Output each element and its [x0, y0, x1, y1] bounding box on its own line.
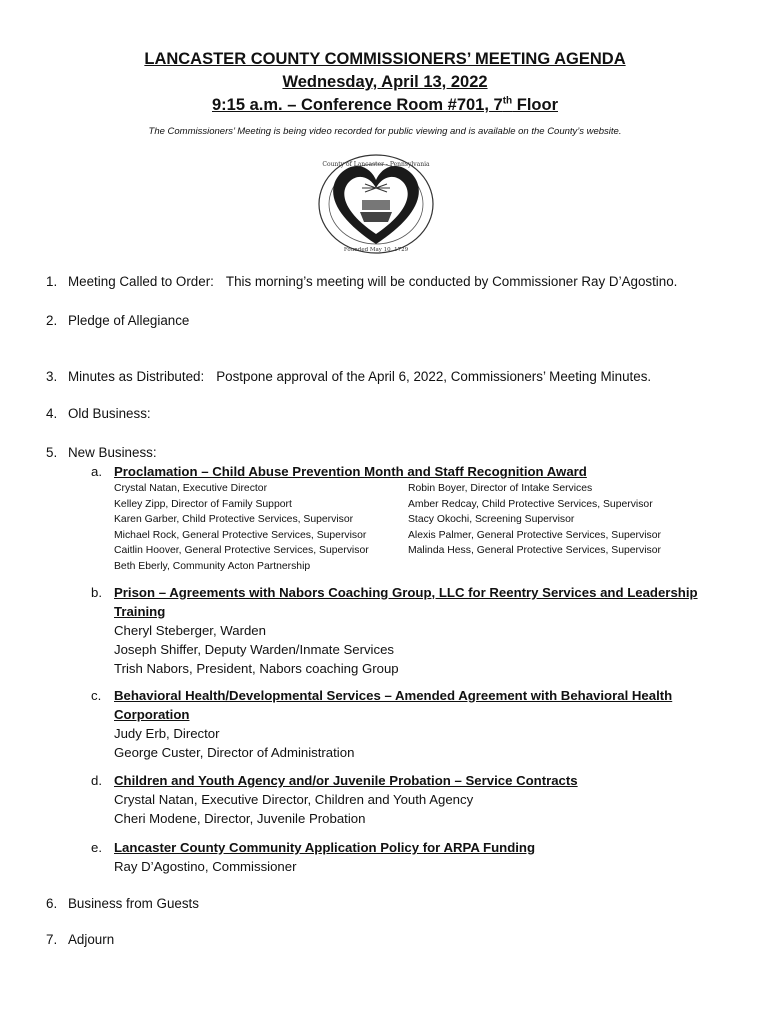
- presenter: Trish Nabors, President, Nabors coaching Group: [114, 661, 399, 676]
- presenter: Cheri Modene, Director, Juvenile Probation: [114, 811, 366, 826]
- agenda-header: [0, 48, 770, 139]
- county-seal-icon: [316, 152, 436, 257]
- attendee: Amber Redcay, Child Protective Services, Supervisor: [408, 498, 653, 510]
- subitem-title-cont: Training: [114, 604, 166, 619]
- item-label: Old Business:: [68, 406, 151, 421]
- item-label: Business from Guests: [68, 896, 199, 911]
- meeting-time-location: 9:15 a.m. – Conference Room #701, 7th Floor: [212, 95, 558, 114]
- attendee: Robin Boyer, Director of Intake Services: [408, 483, 593, 494]
- attendee-col-left: [114, 481, 408, 575]
- attendee-grid: [114, 481, 701, 575]
- presenter: Judy Erb, Director: [114, 726, 220, 741]
- presenter: George Custer, Director of Administration: [114, 745, 355, 760]
- agenda-item-4: 4. Old Business:: [46, 406, 151, 421]
- presenter: Joseph Shiffer, Deputy Warden/Inmate Services: [114, 642, 395, 657]
- item-label: Meeting Called to Order:: [68, 274, 214, 289]
- subitem-title: Lancaster County Community Application Policy for ARPA Funding: [114, 840, 536, 855]
- attendee: Kelley Zipp, Director of Family Support: [114, 498, 292, 510]
- item-label: Minutes as Distributed:: [68, 369, 205, 384]
- seal-bottom-text: Founded May 10, 1729: [343, 247, 409, 253]
- agenda-item-7: 7. Adjourn: [46, 932, 115, 947]
- subitem-title: Prison – Agreements with Nabors Coaching Group, LLC for Reentry Services and Leadership: [114, 585, 698, 600]
- recording-notice: The Commissioners’ Meeting is being video recorded for public viewing and is available on the County’s website.: [148, 126, 622, 137]
- attendee: Caitlin Hoover, General Protective Services, Supervisor: [114, 545, 369, 557]
- meeting-date: Wednesday, April 13, 2022: [282, 73, 488, 91]
- new-business-a: a. Proclamation – Child Abuse Prevention Month and Staff Recognition Award Crystal Natan, Executive Director Kelley Zipp, Director of Family Support Karen Garber, Child Protective Services, Supervisor Michael Rock, General Protective Services, Supervisor Caitlin Hoover, General Protective Services, Supervisor Beth Eberly, Community Acton Partnership Robin Boyer, Director of Intake Services Amber Redcay, Child Protective Services, Supervisor Stacy Okochi, Screening Supervisor Alexis Palmer, General Protective Services, Supervisor Malinda Hess, General Protective Services, Supervisor: [91, 462, 701, 575]
- new-business-e: e. Lancaster County Community Application Policy for ARPA Funding Ray D’Agostino, Commissioner: [91, 838, 701, 876]
- attendee: Stacy Okochi, Screening Supervisor: [408, 514, 575, 526]
- agenda-item-3: 3. Minutes as Distributed: Postpone approval of the April 6, 2022, Commissioners’ Meeting Minutes.: [46, 369, 652, 384]
- presenter: Crystal Natan, Executive Director, Children and Youth Agency: [114, 792, 474, 807]
- subitem-title: Proclamation – Child Abuse Prevention Month and Staff Recognition Award: [114, 464, 587, 479]
- agenda-title: LANCASTER COUNTY COMMISSIONERS’ MEETING AGENDA: [144, 50, 626, 68]
- presenter: Ray D’Agostino, Commissioner: [114, 859, 297, 874]
- subitem-title: Children and Youth Agency and/or Juvenile Probation – Service Contracts: [114, 773, 578, 788]
- subitem-title: Behavioral Health/Developmental Services – Amended Agreement with Behavioral Health: [114, 688, 673, 703]
- presenter: Cheryl Steberger, Warden: [114, 623, 266, 638]
- attendee: Crystal Natan, Executive Director: [114, 483, 268, 494]
- agenda-item-6: 6. Business from Guests: [46, 896, 199, 911]
- attendee: Beth Eberly, Community Acton Partnership: [114, 560, 311, 572]
- item-label: New Business:: [68, 445, 157, 460]
- new-business-d: d. Children and Youth Agency and/or Juvenile Probation – Service Contracts Crystal Natan, Executive Director, Children and Youth Agency Cheri Modene, Director, Juvenile Probation: [91, 771, 701, 828]
- attendee: Karen Garber, Child Protective Services, Supervisor: [114, 514, 354, 526]
- agenda-item-2: 2. Pledge of Allegiance: [46, 313, 190, 328]
- item-label: Adjourn: [68, 932, 115, 947]
- attendee: Michael Rock, General Protective Services, Supervisor: [114, 529, 367, 541]
- seal-top-text: County of Lancaster - Pennsylvania: [322, 161, 430, 168]
- attendee-col-right: [408, 481, 698, 575]
- agenda-item-1: 1. Meeting Called to Order: This morning’s meeting will be conducted by Commissioner Ray D’Agostino.: [46, 274, 678, 289]
- attendee: Alexis Palmer, General Protective Services, Supervisor: [408, 529, 661, 541]
- item-detail: Postpone approval of the April 6, 2022, Commissioners’ Meeting Minutes.: [216, 369, 652, 384]
- agenda-item-5: 5. New Business:: [46, 445, 157, 460]
- subitem-title-cont: Corporation: [114, 707, 190, 722]
- attendee: Malinda Hess, General Protective Services, Supervisor: [408, 545, 661, 557]
- item-label: Pledge of Allegiance: [68, 313, 190, 328]
- new-business-c: c. Behavioral Health/Developmental Services – Amended Agreement with Behavioral Health Corporation Judy Erb, Director George Custer, Director of Administration: [91, 686, 701, 762]
- new-business-b: b. Prison – Agreements with Nabors Coaching Group, LLC for Reentry Services and Leadership Training Cheryl Steberger, Warden Joseph Shiffer, Deputy Warden/Inmate Services Trish Nabors, President, Nabors coaching Group: [91, 583, 701, 678]
- item-detail: This morning’s meeting will be conducted by Commissioner Ray D’Agostino.: [225, 274, 678, 289]
